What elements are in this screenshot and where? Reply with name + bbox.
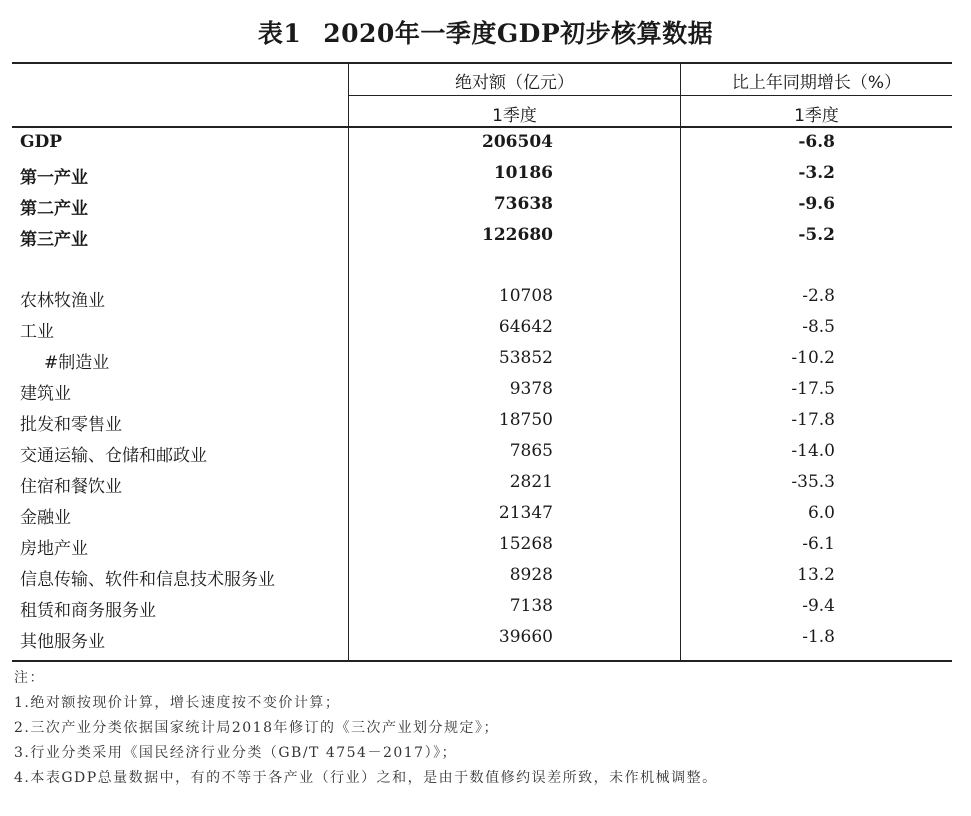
row-label: #制造业 xyxy=(44,353,110,373)
table-row xyxy=(12,313,952,344)
row-label: 房地产业 xyxy=(20,539,88,559)
row-growth: -5.2 xyxy=(798,225,835,245)
table-row xyxy=(12,623,952,654)
row-label: GDP xyxy=(20,132,63,152)
table-row xyxy=(12,530,952,561)
row-label: 批发和零售业 xyxy=(20,415,122,435)
row-label: 信息传输、软件和信息技术服务业 xyxy=(20,570,275,590)
header-yoy-growth: 比上年同期增长（%） xyxy=(731,73,902,93)
table-row xyxy=(12,406,952,437)
row-growth: -17.8 xyxy=(791,410,835,430)
table-row xyxy=(12,344,952,375)
row-value: 10708 xyxy=(498,286,553,306)
table-title xyxy=(0,14,971,50)
row-growth: 6.0 xyxy=(807,503,835,523)
row-growth: -9.4 xyxy=(802,596,835,616)
row-value: 10186 xyxy=(493,163,553,183)
row-growth: -1.8 xyxy=(802,627,835,647)
row-growth: -6.8 xyxy=(798,132,835,152)
row-value: 73638 xyxy=(493,194,553,214)
table-title-text: 2020年一季度GDP初步核算数据 xyxy=(323,19,714,48)
header-q1-growth: 1季度 xyxy=(794,106,839,126)
row-growth: -10.2 xyxy=(791,348,835,368)
header-mid-rule xyxy=(348,95,952,96)
note-item: 3.行业分类采用《国民经济行业分类（GB/T 4754－2017）》； xyxy=(14,745,458,761)
note-item: 4.本表GDP总量数据中，有的不等于各产业（行业）之和，是由于数值修约误差所致，未作机械调整。 xyxy=(14,770,718,786)
table-row-secondary xyxy=(12,190,952,221)
row-value: 9378 xyxy=(509,379,553,399)
row-label: 其他服务业 xyxy=(20,632,105,652)
row-growth: 13.2 xyxy=(797,565,835,585)
table-row-primary xyxy=(12,159,952,190)
row-value: 7138 xyxy=(509,596,553,616)
notes-label: 注： xyxy=(14,670,45,686)
row-label: 金融业 xyxy=(20,508,71,528)
row-value: 39660 xyxy=(498,627,553,647)
note-item: 1.绝对额按现价计算，增长速度按不变价计算； xyxy=(14,695,341,711)
row-label: 建筑业 xyxy=(20,384,71,404)
row-value: 8928 xyxy=(509,565,553,585)
row-value: 15268 xyxy=(498,534,553,554)
row-label: 农林牧渔业 xyxy=(20,291,105,311)
table-row xyxy=(12,282,952,313)
row-growth: -17.5 xyxy=(791,379,835,399)
table-row-gdp xyxy=(12,128,952,159)
table-row xyxy=(12,561,952,592)
gdp-table xyxy=(12,62,952,662)
row-value: 64642 xyxy=(498,317,553,337)
row-growth: -9.6 xyxy=(798,194,835,214)
row-value: 53852 xyxy=(498,348,553,368)
row-growth: -2.8 xyxy=(802,286,835,306)
row-label: 第一产业 xyxy=(20,168,88,188)
row-value: 122680 xyxy=(482,225,553,245)
row-label: 第二产业 xyxy=(20,199,88,219)
row-value: 206504 xyxy=(482,132,553,152)
table-bottom-rule xyxy=(12,660,952,662)
table-row xyxy=(12,592,952,623)
row-label: 租赁和商务服务业 xyxy=(20,601,156,621)
row-value: 7865 xyxy=(509,441,553,461)
table-row xyxy=(12,499,952,530)
row-value: 2821 xyxy=(509,472,553,492)
row-growth: -35.3 xyxy=(791,472,835,492)
table-row-tertiary xyxy=(12,221,952,252)
row-growth: -6.1 xyxy=(802,534,835,554)
row-growth: -3.2 xyxy=(798,163,835,183)
row-value: 21347 xyxy=(498,503,553,523)
table-row xyxy=(12,468,952,499)
row-label: 交通运输、仓储和邮政业 xyxy=(20,446,207,466)
row-label: 第三产业 xyxy=(20,230,88,250)
table-number: 表1 xyxy=(257,19,302,48)
table-notes xyxy=(14,666,954,791)
row-label: 工业 xyxy=(20,322,54,342)
table-top-rule xyxy=(12,62,952,64)
note-item: 2.三次产业分类依据国家统计局2018年修订的《三次产业划分规定》； xyxy=(14,720,499,736)
table-row xyxy=(12,375,952,406)
header-absolute-value: 绝对额（亿元） xyxy=(455,73,574,93)
table-row xyxy=(12,437,952,468)
row-value: 18750 xyxy=(498,410,553,430)
row-label: 住宿和餐饮业 xyxy=(20,477,122,497)
header-q1-absolute: 1季度 xyxy=(492,106,537,126)
row-growth: -8.5 xyxy=(802,317,835,337)
row-growth: -14.0 xyxy=(791,441,835,461)
